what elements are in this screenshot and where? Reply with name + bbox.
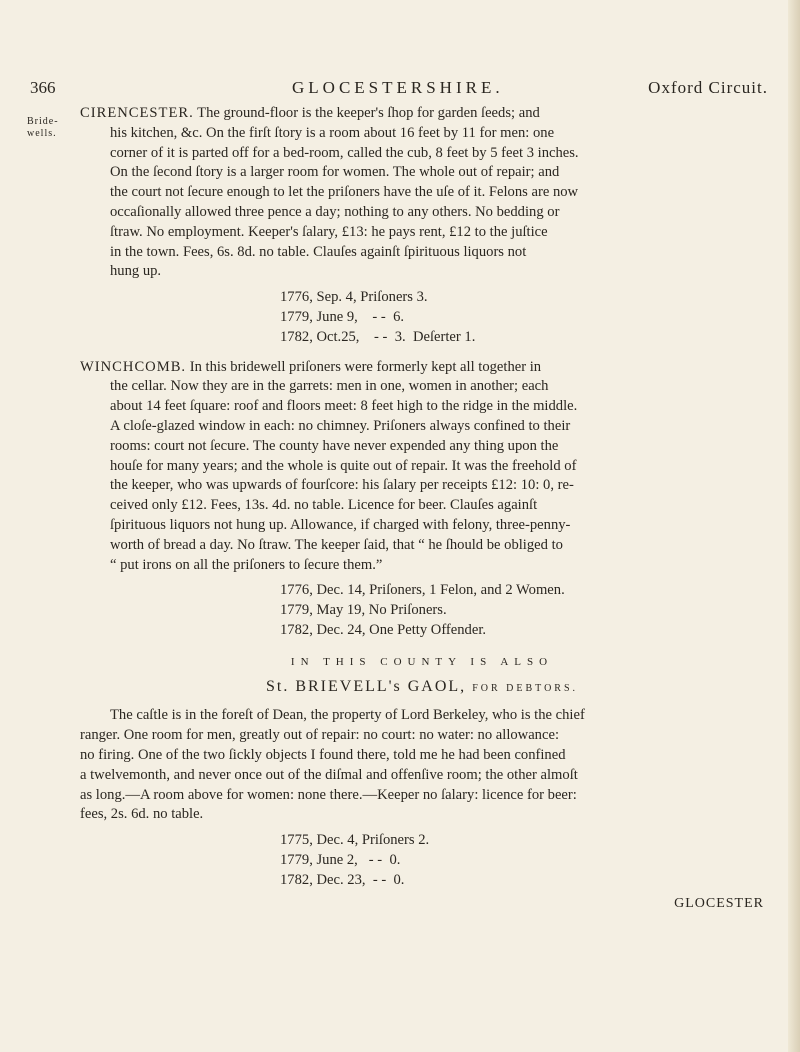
winchcomb-line: rooms: court not ſecure. The county have never expended any thing upon the (110, 437, 559, 454)
record-line: 1782, Dec. 24, One Petty Offender. (280, 621, 487, 638)
record-line: 1779, June 2, - - 0. (280, 851, 401, 868)
gaol-line: fees, 2s. 6d. no table. (80, 806, 204, 823)
winchcomb-line: A cloſe-glazed window in each: no chimney. Priſoners always confined to their (110, 417, 571, 434)
winchcomb-line: ſpirituous liquors not hung up. Allowance, if charged with felony, three-penny- (110, 516, 571, 533)
circuit-label: Oxford Circuit. (648, 78, 768, 97)
cirencester-line: his kitchen, &c. On the firſt ſtory is a room about 16 feet by 11 for men: one (110, 124, 555, 141)
cirencester-line: occaſionally allowed three pence a day; nothing to any others. No bedding or (110, 203, 560, 220)
record-line: 1779, May 19, No Priſoners. (280, 602, 447, 619)
county-line: IN THIS COUNTY IS ALSO (290, 655, 554, 668)
page-body (80, 104, 764, 914)
winchcomb-section (80, 358, 764, 641)
cirencester-line: in the town. Fees, 6s. 8d. no table. Clauſes againſt ſpirituous liquors not (110, 243, 527, 260)
cirencester-line: corner of it is parted off for a bed-room, called the cub, 8 feet by 5 feet 3 inches. (110, 144, 579, 161)
record-line: 1782, Dec. 23, - - 0. (280, 871, 405, 888)
record-line: 1782, Oct.25, - - 3. Deſerter 1. (280, 328, 476, 345)
winchcomb-line: the cellar. Now they are in the garrets: men in one, women in another; each (110, 378, 549, 395)
cirencester-line: ſtraw. No employment. Keeper's ſalary, £13: he pays rent, £12 to the juſtice (110, 223, 548, 240)
gaol-title (80, 677, 764, 699)
record-line: 1776, Dec. 14, Priſoners, 1 Felon, and 2 Women. (280, 582, 565, 599)
gaol-line: The caſtle is in the foreſt of Dean, the property of Lord Berkeley, who is the chief (110, 707, 585, 724)
gaol-line: a twelvemonth, and never once out of the diſmal and offenſive room; the other almoſt (80, 766, 578, 783)
gaol-line: no firing. One of the two ſickly objects I found there, told me he had been confined (80, 746, 566, 763)
winchcomb-heading: WINCHCOMB. (80, 358, 187, 375)
cirencester-line: hung up. (110, 263, 162, 280)
record-line: 1776, Sep. 4, Priſoners 3. (280, 289, 428, 306)
winchcomb-line: worth of bread a day. No ſtraw. The keeper ſaid, that “ he ſhould be obliged to (110, 536, 563, 553)
gaol-line: ranger. One room for men, greatly out of repair: no court: no water: no allowance: (80, 727, 559, 744)
winchcomb-line: ceived only £12. Fees, 13s. 4d. no table. Licence for beer. Clauſes againſt (110, 497, 538, 514)
margin-note: Bride-wells. (27, 116, 59, 139)
page-edge (788, 0, 800, 1052)
winchcomb-line: “ put irons on all the priſoners to ſecure them.” (110, 556, 383, 573)
cirencester-line: the court not ſecure enough to let the priſoners have the uſe of it. Felons are now (110, 184, 579, 201)
record-line: 1779, June 9, - - 6. (280, 308, 405, 325)
cirencester-section (80, 104, 764, 348)
cirencester-records (280, 288, 764, 347)
record-line: 1775, Dec. 4, Priſoners 2. (280, 832, 430, 849)
cirencester-line: On the ſecond ſtory is a larger room for women. The whole out of repair; and (110, 164, 560, 181)
page-number: 366 (30, 78, 56, 97)
winchcomb-line: WINCHCOMB. In this bridewell priſoners were formerly kept all together in (80, 358, 542, 375)
gaol-records (280, 831, 764, 890)
gaol-line: as long.—A room above for women: none there.—Keeper no ſalary: licence for beer: (80, 786, 577, 803)
gaol-section (80, 706, 764, 890)
winchcomb-line: about 14 feet ſquare: roof and floors meet: 8 feet high to the ridge in the middle. (110, 398, 578, 415)
winchcomb-line: houſe for many years; and the whole is quite out of repair. It was the freehold of (110, 457, 577, 474)
running-title: GLOCESTERSHIRE. (292, 78, 504, 97)
winchcomb-line: the keeper, who was upwards of fourſcore: his ſalary per receipts £12: 10: 0, re- (110, 477, 574, 494)
catchword: GLOCESTER (674, 896, 764, 912)
cirencester-heading: CIRENCESTER. (80, 105, 194, 121)
cirencester-line: CIRENCESTER. The ground-floor is the keeper's ſhop for garden ſeeds; and (80, 105, 540, 121)
gaol-name: St. BRIEVELL's GAOL, (265, 677, 467, 695)
winchcomb-records (280, 581, 764, 640)
gaol-subtitle: FOR DEBTORS. (472, 682, 579, 694)
running-header (30, 78, 768, 104)
